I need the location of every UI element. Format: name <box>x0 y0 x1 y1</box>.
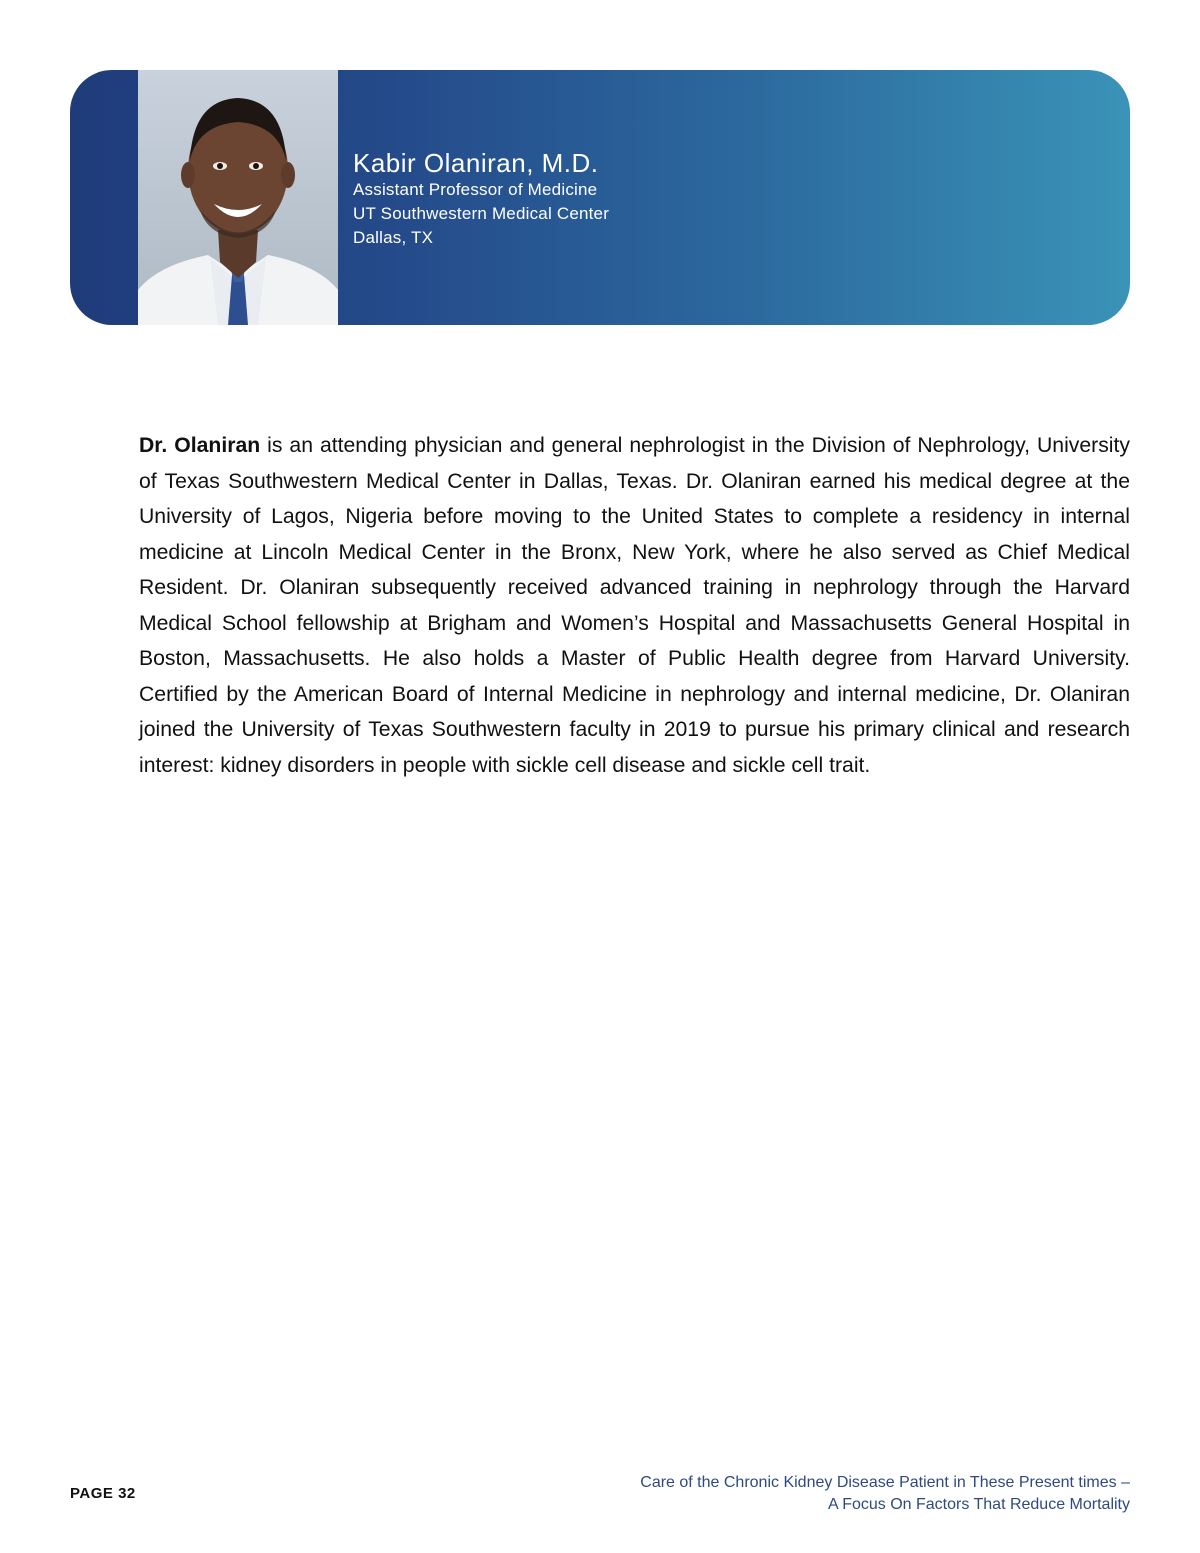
footer-publication-title <box>640 1472 1130 1516</box>
identity-block <box>353 148 609 250</box>
portrait-photo <box>138 70 338 325</box>
footer-title-line-1: Care of the Chronic Kidney Disease Patient in These Present times – <box>640 1474 1130 1491</box>
bio-name: Dr. Olaniran <box>139 434 261 457</box>
doctor-institution: UT Southwestern Medical Center <box>353 204 610 223</box>
doctor-location: Dallas, TX <box>353 228 434 247</box>
footer-title-line-2: A Focus On Factors That Reduce Mortality <box>827 1496 1130 1513</box>
bio-text: is an attending physician and general nephrologist in the Division of Nephrology, University of Texas Southwestern Medical Center in Dallas, Texas. Dr. Olaniran earned his medical degree at the University of Lagos, Nigeria before moving to the United States to complete a residency in internal medicine at Lincoln Medical Center in the Bronx, New York, where he also served as Chief Medical Resident. Dr. Olaniran subsequently received advanced training in nephrology through the Harvard Medical School fellowship at Brigham and Women’s Hospital and Massachusetts General Hospital in Boston, Massachusetts. He also holds a Master of Public Health degree from Harvard University. Certified by the American Board of Internal Medicine in nephrology and internal medicine, Dr. Olaniran joined the University of Texas Southwestern faculty in 2019 to pursue his primary clinical and research interest: kidney disorders in people with sickle cell disease and sickle cell trait. <box>139 434 1130 777</box>
biography-paragraph <box>139 428 1130 783</box>
portrait-illustration <box>138 70 338 325</box>
page-number: PAGE 32 <box>70 1485 136 1502</box>
header-banner <box>70 70 1130 325</box>
doctor-title: Assistant Professor of Medicine <box>353 180 598 199</box>
doctor-name: Kabir Olaniran, M.D. <box>353 148 599 178</box>
